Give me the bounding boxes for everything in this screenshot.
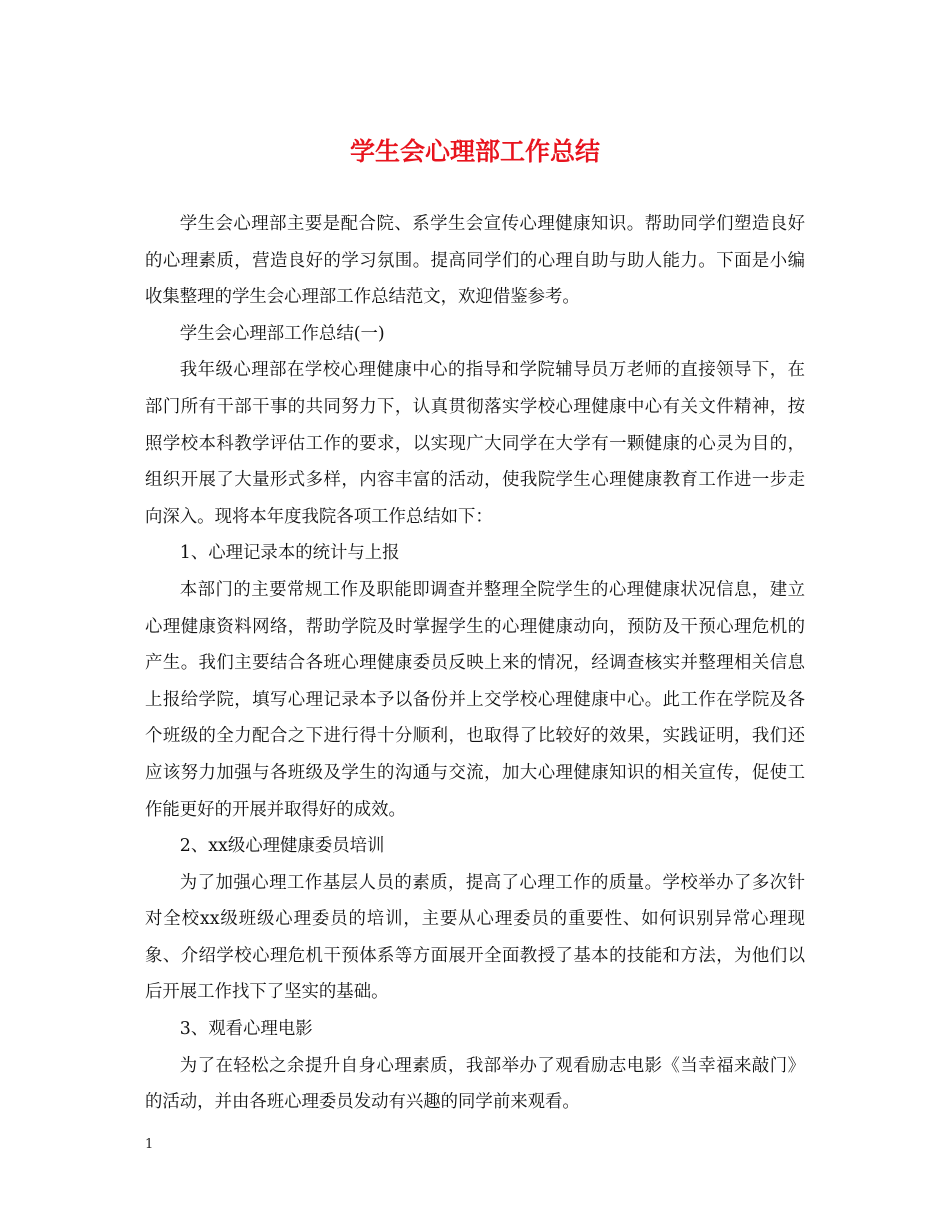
body-paragraph: 为了加强心理工作基层人员的素质，提高了心理工作的质量。学校举办了多次针对全校xx级班级心理委员的培训，主要从心理委员的重要性、如何识别异常心理现象、介绍学校心理危机干预体系等方面展开全面教授了基本的技能和方法，为他们以后开展工作找下了坚实的基础。 [145,872,805,1003]
subsection-heading: 2、xx级心理健康委员培训 [179,836,385,857]
body-paragraph: 为了在轻松之余提升自身心理素质，我部举办了观看励志电影《当幸福来敲门》的活动，并由各班心理委员发动有兴趣的同学前来观看。 [145,1055,805,1113]
section-heading: 学生会心理部工作总结(一) [179,323,385,344]
intro-paragraph: 学生会心理部主要是配合院、系学生会宣传心理健康知识。帮助同学们塑造良好的心理素质，营造良好的学习氛围。提高同学们的心理自助与助人能力。下面是小编收集整理的学生会心理部工作总结范文，欢迎借鉴参考。 [145,214,805,308]
body-paragraph: 本部门的主要常规工作及职能即调查并整理全院学生的心理健康状况信息，建立心理健康资料网络，帮助学院及时掌握学生的心理健康动向，预防及干预心理危机的产生。我们主要结合各班心理健康委员反映上来的情况，经调查核实并整理相关信息上报给学院，填写心理记录本予以备份并上交学校心理健康中心。此工作在学院及各个班级的全力配合之下进行得十分顺利，也取得了比较好的效果，实践证明，我们还应该努力加强与各班级及学生的沟通与交流，加大心理健康知识的相关宣传，促使工作能更好的开展并取得好的成效。 [145,579,805,820]
document-title: 学生会心理部工作总结 [349,137,600,166]
body-paragraph: 我年级心理部在学校心理健康中心的指导和学院辅导员万老师的直接领导下，在部门所有干部干事的共同努力下，认真贯彻落实学校心理健康中心有关文件精神，按照学校本科教学评估工作的要求，以实现广大同学在大学有一颗健康的心灵为目的，组织开展了大量形式多样，内容丰富的活动，使我院学生心理健康教育工作进一步走向深入。现将本年度我院各项工作总结如下： [145,360,805,527]
page-number: 1 [145,1137,154,1152]
subsection-heading: 1、心理记录本的统计与上报 [179,543,400,564]
document-body [145,206,805,1121]
subsection-heading: 3、观看心理电影 [179,1019,313,1040]
